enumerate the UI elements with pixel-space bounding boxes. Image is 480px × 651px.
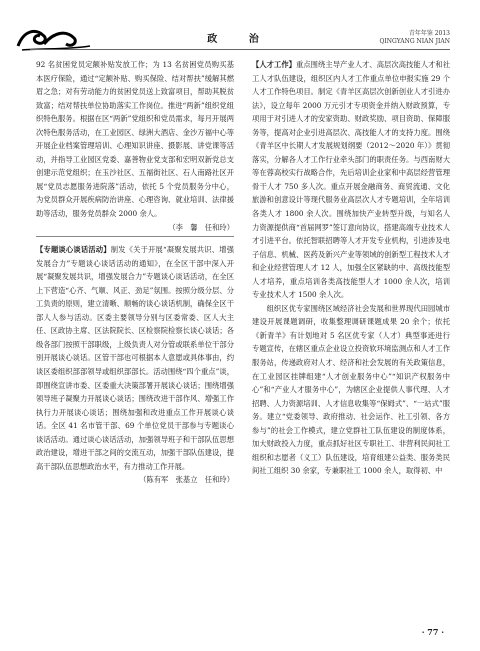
talk-activity-heading: 【专题谈心谈话活动】 [36, 245, 111, 255]
talent-work-heading: 【人才工作】 [252, 60, 297, 69]
talk-activity-paragraph [36, 243, 234, 473]
magazine-masthead [380, 30, 450, 46]
author-signature-1: （李 馨 任和玲） [168, 222, 234, 232]
experts-paragraph: 组织区优专家围绕区域经济社会发展和世界现代田园城市建设开展课题调研，收集整理调研课题成果 20 余个；依托《新青羊》有计划地对 5 名区优专家（人才）典型事迹进行专题宣传，在辖区重点企业设立投资软环境监测点和人才工作服务站，传递政府对人才、经济和社会发展的有关政策信息，在工业园区挂牌组建“人才创业服务中心”“知识产权服务中心”和“产业人才服务中心”，为辖区企业提供人事代理、人才招聘、人力资源培训、人才信息收集等“保姆式”、“一站式”服务。建立“党委领导、政府推动、社会运作、社工引领、各方参与”的社会工作模式，建立党群社工队伍建设的制度体系，加大财政投入力度，重点抓好社区专职社工、非营利民间社工组织和志愿者（义工）队伍建设，培育组建公益类、服务类民间社工组织 30 余家，专兼职社工 1000 余人，取得初、中 [252, 303, 450, 476]
author-signature-2: （陈有军 张基立 任和玲） [139, 475, 234, 485]
talent-work-paragraph [252, 58, 450, 302]
right-column [252, 58, 450, 478]
header-rule [30, 49, 450, 50]
section-divider [36, 236, 234, 243]
talent-work-body: 重点围绕主导产业人才、高层次高技能人才和社工人才队伍建设，组织区内人才工作重点单位申报实施 29 个人才工作特色项目。制定《青羊区高层次创新创业人才引进办法》，设立每年 2000 万元引才专项资金并纳入财政预算，专项用于对引进人才的安家资助、财政奖励、项目资助、保障服务等，提高对企业引进高层次、高技能人才的支持力度。围绕《青羊区中长期人才发展规划纲要（2012～2020 年）》贯彻落实，分解各人才工作行业牵头部门的职责任务。与西南财大等在蓉高校实行战略合作，先后培训企业家和中高层经营管理骨干人才 750 多人次。重点开展金融商务、商贸流通、文化旅游和创意设计等现代服务业高层次人才专题培训，全年培训各类人才 1800 余人次。围绕加快产业转型升级，与知名人力资源提供商“首届网罗”签订意向协议，搭建高端专业技术人才引进平台。依托智联招聘等人才开发专业机构，引进涉及电子信息、机械、医药及新兴产业等领域的创新型工程技术人才和企业经营管理人才 12 人，加强全区紧缺的中、高级技能型人才培养，重点培训各类高技能型人才 1000 余人次，培训专业技术人才 1500 余人次。 [252, 60, 451, 300]
magazine-title: 青年年鉴 2013 [408, 30, 450, 37]
talk-activity-body: 制发《关于开展“凝聚发展共识、增强发展合力”专题谈心谈话活动的通知》，在全区干部中深入开展“凝聚发展共识，增强发展合力”专题谈心谈话活动，在全区上下营造“心齐、气顺、风正、劲足”氛围。按照分级分层、分工负责的原则，建立清晰、顺畅的谈心谈话机制，确保全区干部人人参与活动。区委主要领导分别与区委常委、区人大主任、区政协主席、区法院院长、区检察院检察长谈心谈话；各级各部门按照干部职级，上级负责人对分管或联系单位干部分别开展谈心谈话。区管干部也可根据本人意愿或具体事由，约谈区委组织部部领导或组织部部长。活动围绕“四个重点”谈，即围绕宣讲市委、区委重大决策部署开展谈心谈话；围绕增强领导班子凝聚力开展谈心谈话；围绕改进干部作风、增强工作执行力开展谈心谈话；围绕加强和改进重点工作开展谈心谈话。全区 41 名市管干部、69 个单位党员干部参与专题谈心谈话活动。通过谈心谈话活动，加强领导班子和干部队伍思想政治建设，增进干部之间的交流互动，加强干部队伍建设，提高干部队伍思想政治水平，有力推动工作开展。 [36, 245, 234, 471]
section-title: 政 治 [207, 34, 273, 45]
page-header [0, 0, 480, 58]
page-number: · 77 · [421, 627, 444, 637]
left-column [36, 58, 234, 487]
party-service-paragraph: 92 名贫困党员定额补贴发放工作；为 13 名贫困党员购买基本医疗保险，通过“定额补贴、购买保险、结对帮扶”缓解其燃眉之急；对有劳动能力的贫困党员送上致富项目，帮助其脱贫致富；结对帮扶单位协助落实工作岗位。推进“两新”组织党组织特色服务。根据在区“两新”党组织和党员需求，每月开展两次特色服务活动，在工业园区、绿洲大酒店、金沙万福中心等开展企业档案管理培训、心理知识讲座、摄影展、讲党课等活动，并指导工业园区党委、嘉善物业党支部和宏明双新党总支创建示范党组织；在玉沙社区、五福街社区、石人南路社区开展“党员志愿服务进院落”活动，依托 5 个党员服务分中心，为党员群众开展疾病防治讲座、心理咨询、就业培训、法律援助等活动，服务党员群众 2000 余人。 [36, 60, 234, 219]
magazine-pinyin: QINGYANG NIAN JIAN [379, 38, 450, 45]
